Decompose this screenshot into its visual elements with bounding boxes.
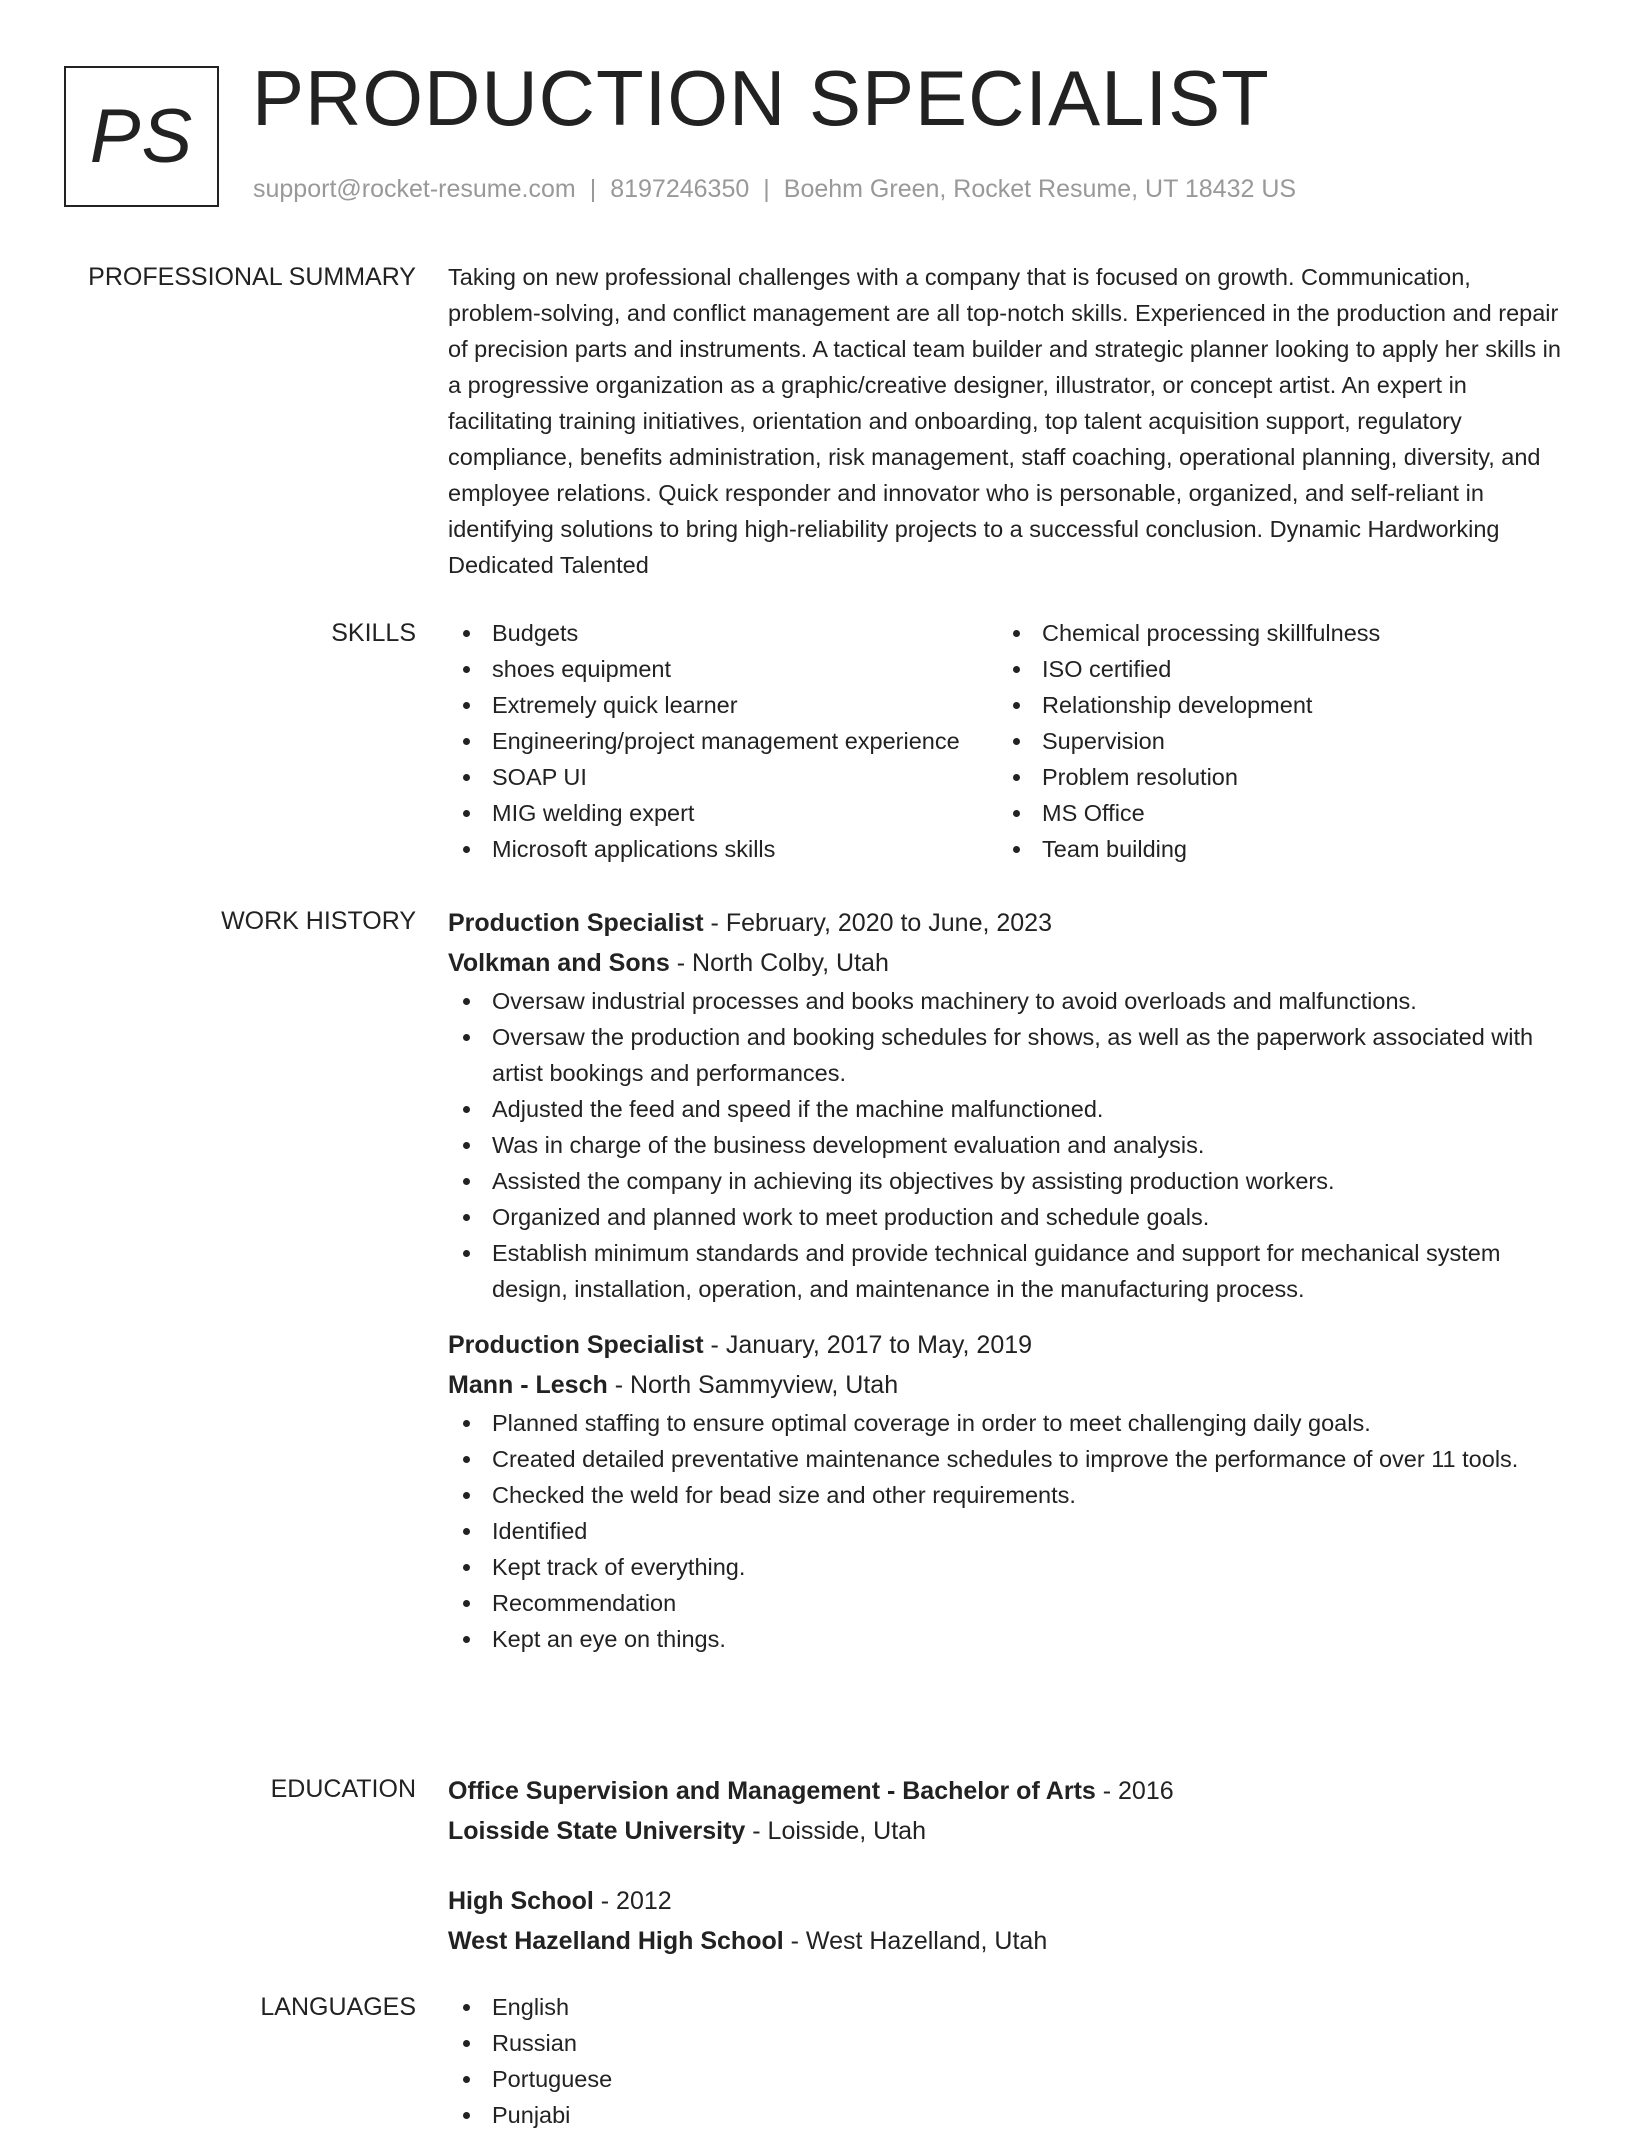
- contact-phone: 8197246350: [610, 175, 750, 203]
- languages-list: [448, 1989, 1570, 2133]
- contact-separator: |: [763, 175, 770, 203]
- skill-item: Problem resolution: [998, 759, 1548, 795]
- job-duty: Organized and planned work to meet production and schedule goals.: [448, 1199, 1570, 1235]
- language-item: Russian: [448, 2025, 1570, 2061]
- skill-item: Budgets: [448, 615, 998, 651]
- contact-line: [253, 175, 1296, 204]
- skill-item: Extremely quick learner: [448, 687, 998, 723]
- skill-item: Engineering/project management experience: [448, 723, 998, 759]
- job-entry: [448, 903, 1570, 1307]
- work-heading: WORK HISTORY: [221, 907, 416, 935]
- job-location: - North Sammyview, Utah: [607, 1371, 899, 1399]
- skills-list-right: [998, 615, 1548, 867]
- job-duty: Kept an eye on things.: [448, 1621, 1570, 1657]
- education-degree-line: [448, 1771, 1570, 1811]
- education-degree-line: [448, 1881, 1570, 1921]
- job-title-line: [448, 903, 1570, 943]
- education-year: - 2016: [1095, 1777, 1174, 1805]
- skill-item: MS Office: [998, 795, 1548, 831]
- summary-body: [448, 259, 1570, 583]
- skills-heading: SKILLS: [331, 619, 416, 647]
- job-title-line: [448, 1325, 1570, 1365]
- job-duty: Oversaw industrial processes and books machinery to avoid overloads and malfunctions.: [448, 983, 1570, 1019]
- education-degree: High School: [448, 1887, 594, 1915]
- job-duty: Checked the weld for bead size and other requirements.: [448, 1477, 1570, 1513]
- job-duty: Establish minimum standards and provide technical guidance and support for mechanical system design, installation, operation, and maintenance in the manufacturing process.: [448, 1235, 1570, 1307]
- skill-item: shoes equipment: [448, 651, 998, 687]
- monogram-initials: PS: [89, 93, 194, 179]
- job-duty: Planned staffing to ensure optimal coverage in order to meet challenging daily goals.: [448, 1405, 1570, 1441]
- education-school-line: [448, 1921, 1570, 1961]
- education-location: - West Hazelland, Utah: [783, 1927, 1048, 1955]
- job-dates: - January, 2017 to May, 2019: [703, 1331, 1033, 1359]
- job-company-line: [448, 1365, 1570, 1405]
- languages-heading: LANGUAGES: [260, 1993, 416, 2021]
- contact-separator: |: [589, 175, 597, 203]
- job-duties: [448, 983, 1570, 1307]
- job-duty: Kept track of everything.: [448, 1549, 1570, 1585]
- language-item: Portuguese: [448, 2061, 1570, 2097]
- education-degree: Office Supervision and Management - Bachelor of Arts: [448, 1777, 1096, 1805]
- job-role: Production Specialist: [448, 1331, 704, 1359]
- job-location: - North Colby, Utah: [669, 949, 889, 977]
- job-role: Production Specialist: [448, 909, 704, 937]
- skill-item: Microsoft applications skills: [448, 831, 998, 867]
- skill-item: MIG welding expert: [448, 795, 998, 831]
- job-duty: Identified: [448, 1513, 1570, 1549]
- job-company: Volkman and Sons: [448, 949, 670, 977]
- skill-item: SOAP UI: [448, 759, 998, 795]
- contact-address: Boehm Green, Rocket Resume, UT 18432 US: [783, 175, 1297, 203]
- summary-text: Taking on new professional challenges with a company that is focused on growth. Communication, problem-solving, and conflict management are all top-notch skills. Experienced in the production and repair of precision parts and instruments. A tactical team builder and strategic planner looking to apply her skills in a progressive organization as a graphic/creative designer, illustrator, or concept artist. An expert in facilitating training initiatives, orientation and onboarding, top talent acquisition support, regulatory compliance, benefits administration, risk management, staff coaching, operational planning, diversity, and employee relations. Quick responder and innovator who is personable, organized, and self-reliant in identifying solutions to bring high-reliability projects to a successful conclusion. Dynamic Hardworking Dedicated Talented: [448, 264, 1561, 578]
- education-entry: [448, 1771, 1570, 1851]
- education-year: - 2012: [593, 1887, 672, 1915]
- job-duty: Oversaw the production and booking schedules for shows, as well as the paperwork associated with artist bookings and performances.: [448, 1019, 1570, 1091]
- job-company: Mann - Lesch: [448, 1371, 608, 1399]
- language-item: Punjabi: [448, 2097, 1570, 2133]
- education-school: West Hazelland High School: [448, 1927, 784, 1955]
- education-heading: EDUCATION: [270, 1775, 416, 1803]
- job-duty: Recommendation: [448, 1585, 1570, 1621]
- summary-heading: PROFESSIONAL SUMMARY: [88, 263, 416, 291]
- job-duty: Was in charge of the business development evaluation and analysis.: [448, 1127, 1570, 1163]
- education-body: [448, 1771, 1570, 1961]
- skill-item: ISO certified: [998, 651, 1548, 687]
- job-duty: Adjusted the feed and speed if the machine malfunctioned.: [448, 1091, 1570, 1127]
- work-body: [448, 903, 1570, 1657]
- job-duty: Assisted the company in achieving its objectives by assisting production workers.: [448, 1163, 1570, 1199]
- language-item: English: [448, 1989, 1570, 2025]
- skill-item: Supervision: [998, 723, 1548, 759]
- languages-body: [448, 1989, 1570, 2133]
- job-dates: - February, 2020 to June, 2023: [703, 909, 1052, 937]
- skill-item: Relationship development: [998, 687, 1548, 723]
- job-duties: [448, 1405, 1570, 1657]
- education-location: - Loisside, Utah: [745, 1817, 926, 1845]
- skill-item: Chemical processing skillfulness: [998, 615, 1548, 651]
- contact-email: support@rocket-resume.com: [253, 175, 576, 203]
- skills-list-left: [448, 615, 998, 867]
- education-entry: [448, 1881, 1570, 1961]
- monogram-logo: [64, 66, 219, 207]
- job-company-line: [448, 943, 1570, 983]
- skill-item: Team building: [998, 831, 1548, 867]
- resume-title: PRODUCTION SPECIALIST: [252, 54, 1270, 142]
- skills-body: [448, 615, 1570, 867]
- job-entry: [448, 1325, 1570, 1657]
- job-duty: Created detailed preventative maintenance schedules to improve the performance of over 11 tools.: [448, 1441, 1570, 1477]
- education-school-line: [448, 1811, 1570, 1851]
- education-school: Loisside State University: [448, 1817, 746, 1845]
